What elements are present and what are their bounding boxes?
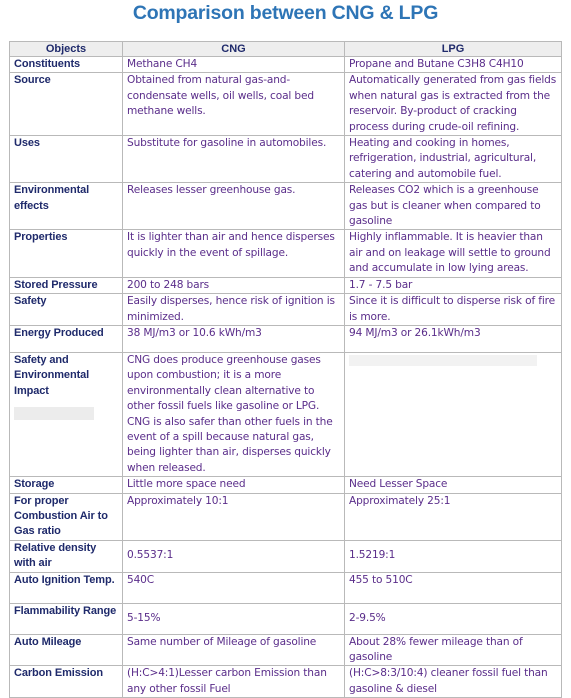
cng-cell: Methane CH4 — [123, 57, 345, 73]
cng-cell: Approximately 10:1 — [123, 493, 345, 540]
table-row — [10, 294, 562, 326]
table-row — [10, 477, 562, 493]
cng-cell: Easily disperses, hence risk of ignition is minimized. — [123, 294, 345, 326]
table-row — [10, 666, 562, 698]
row-label: Flammability Range — [10, 603, 123, 634]
cng-cell: Releases lesser greenhouse gas. — [123, 183, 345, 230]
row-label: Carbon Emission — [10, 666, 123, 698]
lpg-cell: Heating and cooking in homes, refrigeration, industrial, agricultural, catering and automobile fuel. — [345, 136, 562, 183]
row-label: Environmental effects — [10, 183, 123, 230]
table-row — [10, 352, 562, 476]
row-label: Constituents — [10, 57, 123, 73]
table-row — [10, 277, 562, 293]
table-row — [10, 634, 562, 666]
row-label-text: Safety and Environmental Impact — [14, 353, 90, 397]
table-row — [10, 73, 562, 136]
row-label: Storage — [10, 477, 123, 493]
lpg-cell: Propane and Butane C3H8 C4H10 — [345, 57, 562, 73]
cng-cell: 200 to 248 bars — [123, 277, 345, 293]
lpg-cell — [345, 352, 562, 476]
cng-cell: Substitute for gasoline in automobiles. — [123, 136, 345, 183]
table-row — [10, 183, 562, 230]
header-cng: CNG — [123, 42, 345, 57]
cng-cell: 5-15% — [123, 603, 345, 634]
table-row — [10, 136, 562, 183]
lpg-cell: 455 to 510C — [345, 572, 562, 603]
lpg-cell: Automatically generated from gas fields when natural gas is extracted from the reservoir. By-product of cracking process during crude-oil refining. — [345, 73, 562, 136]
row-label: Properties — [10, 230, 123, 277]
page-title: Comparison between CNG & LPG — [132, 2, 439, 24]
empty-placeholder-box — [14, 407, 94, 420]
cng-cell: Same number of Mileage of gasoline — [123, 634, 345, 666]
cng-cell: (H:C>4:1)Lesser carbon Emission than any other fossil Fuel — [123, 666, 345, 698]
lpg-cell: Need Lesser Space — [345, 477, 562, 493]
comparison-table — [9, 41, 562, 698]
table-row — [10, 57, 562, 73]
header-objects: Objects — [10, 42, 123, 57]
row-label: Auto Ignition Temp. — [10, 572, 123, 603]
table-row — [10, 603, 562, 634]
table-row — [10, 230, 562, 277]
cng-cell: Obtained from natural gas-and-condensate wells, oil wells, coal bed methane wells. — [123, 73, 345, 136]
lpg-cell: Highly inflammable. It is heavier than air and on leakage will settle to ground and accumulate in low lying areas. — [345, 230, 562, 277]
lpg-cell: Approximately 25:1 — [345, 493, 562, 540]
row-label: Energy Produced — [10, 325, 123, 352]
cng-cell: 0.5537:1 — [123, 540, 345, 572]
row-label — [10, 352, 123, 476]
table-row — [10, 572, 562, 603]
lpg-cell: 1.7 - 7.5 bar — [345, 277, 562, 293]
row-label: For proper Combustion Air to Gas ratio — [10, 493, 123, 540]
cng-cell: 540C — [123, 572, 345, 603]
lpg-cell: 1.5219:1 — [345, 540, 562, 572]
lpg-cell: (H:C>8:3/10:4) cleaner fossil fuel than gasoline & diesel — [345, 666, 562, 698]
table-row — [10, 540, 562, 572]
table-row — [10, 493, 562, 540]
row-label: Auto Mileage — [10, 634, 123, 666]
lpg-cell: Since it is difficult to disperse risk of fire is more. — [345, 294, 562, 326]
cng-cell: CNG does produce greenhouse gases upon combustion; it is a more environmentally clean alternative to other fossil fuels like gasoline or LPG. CNG is also safer than other fuels in the event of a spill because natural gas, being lighter than air, disperses quickly when released. — [123, 352, 345, 476]
lpg-cell: About 28% fewer mileage than of gasoline — [345, 634, 562, 666]
row-label: Stored Pressure — [10, 277, 123, 293]
cng-cell: It is lighter than air and hence disperses quickly in the event of spillage. — [123, 230, 345, 277]
lpg-cell: Releases CO2 which is a greenhouse gas but is cleaner when compared to gasoline — [345, 183, 562, 230]
row-label: Uses — [10, 136, 123, 183]
lpg-cell: 2-9.5% — [345, 603, 562, 634]
table-row — [10, 325, 562, 352]
row-label: Relative density with air — [10, 540, 123, 572]
row-label: Source — [10, 73, 123, 136]
row-label: Safety — [10, 294, 123, 326]
cng-cell: Little more space need — [123, 477, 345, 493]
table-header-row — [10, 42, 562, 57]
lpg-cell: 94 MJ/m3 or 26.1kWh/m3 — [345, 325, 562, 352]
cng-cell: 38 MJ/m3 or 10.6 kWh/m3 — [123, 325, 345, 352]
header-lpg: LPG — [345, 42, 562, 57]
empty-placeholder-box — [349, 355, 537, 366]
